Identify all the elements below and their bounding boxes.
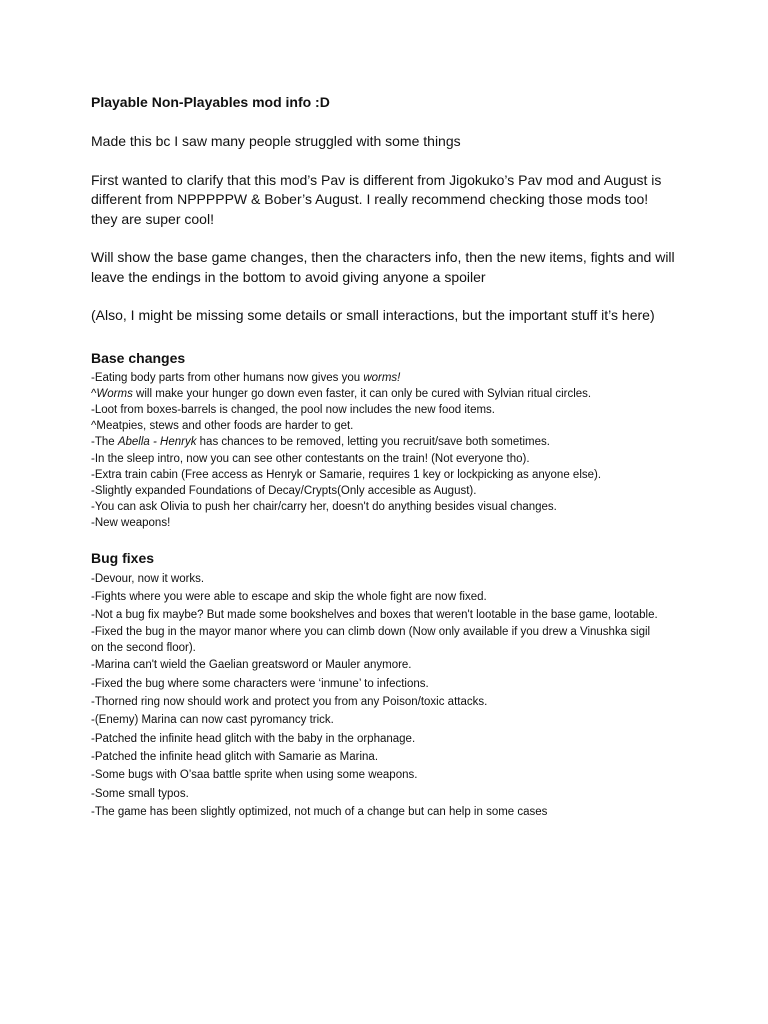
bug-fix-item <box>91 711 691 729</box>
item-text: -(Enemy) Marina can now cast pyromancy trick. <box>91 714 334 727</box>
item-text: -Fixed the bug in the mayor manor where you can climb down (Now only available if you drew a Vinushka sigil <box>91 626 651 639</box>
item-text: -Devour, now it works. <box>91 572 205 585</box>
item-emphasis: Worms <box>96 387 133 400</box>
bug-fix-item <box>91 606 691 624</box>
intro-paragraph-1: Made this bc I saw many people struggled with some things <box>91 133 461 149</box>
bug-fixes-list <box>91 570 691 822</box>
intro-paragraph-2-line: First wanted to clarify that this mod’s Pav is different from Jigokuko’s Pav mod and August is <box>91 171 662 188</box>
item-text: -Patched the infinite head glitch with Samarie as Marina. <box>91 750 379 763</box>
item-text: -Thorned ring now should work and protect you from any Poison/toxic attacks. <box>91 696 488 709</box>
base-change-item <box>91 467 691 483</box>
bug-fix-item <box>91 570 691 588</box>
item-text: -Fixed the bug where some characters were ‘inmune’ to infections. <box>91 677 429 690</box>
intro-paragraph-2-line: they are super cool! <box>91 210 214 227</box>
item-text: on the second floor). <box>91 642 196 655</box>
base-change-item <box>91 483 691 499</box>
item-emphasis: Abella - Henryk <box>117 436 197 449</box>
item-text: -Some bugs with O’saa battle sprite when using some weapons. <box>91 769 418 782</box>
bug-fixes-heading: Bug fixes <box>91 549 155 566</box>
item-text: -Marina can't wield the Gaelian greatsword or Mauler anymore. <box>91 659 412 672</box>
item-text: ^ <box>91 387 97 400</box>
item-text: -Some small typos. <box>91 787 189 800</box>
intro-paragraph-2 <box>91 171 691 230</box>
bug-fix-item <box>91 748 691 766</box>
intro-paragraph-4: (Also, I might be missing some details or small interactions, but the important stuff it’s here) <box>91 307 655 323</box>
bug-fix-item <box>91 588 691 606</box>
item-text: -Slightly expanded Foundations of Decay/Crypts(Only accesible as August). <box>91 484 477 497</box>
item-text: has chances to be removed, letting you recruit/save both sometimes. <box>196 436 550 449</box>
intro-paragraph-3-line: Will show the base game changes, then the characters info, then the new items, fights and will <box>91 249 675 265</box>
bug-fix-item <box>91 656 691 674</box>
bug-fix-item <box>91 785 691 803</box>
item-text: ^Meatpies, stews and other foods are harder to get. <box>91 420 354 433</box>
document-page <box>91 93 691 821</box>
base-changes-heading: Base changes <box>91 349 186 366</box>
intro-paragraph-2-line: different from NPPPPPW & Bober’s August. I really recommend checking those mods too! <box>91 191 649 207</box>
item-text: -Not a bug fix maybe? But made some bookshelves and boxes that weren't lootable in the base game, lootable. <box>91 609 658 622</box>
base-change-item <box>91 418 691 434</box>
item-text: -Loot from boxes-barrels is changed, the pool now includes the new food items. <box>91 403 495 416</box>
base-change-item <box>91 451 691 467</box>
item-text: -In the sleep intro, now you can see other contestants on the train! (Not everyone tho). <box>91 452 530 465</box>
base-change-item <box>91 499 691 515</box>
bug-fix-item <box>91 675 691 693</box>
item-text: -Eating body parts from other humans now gives you <box>91 371 364 384</box>
document-title: Playable Non-Playables mod info :D <box>91 94 330 110</box>
bug-fix-item <box>91 624 691 656</box>
item-text: -You can ask Olivia to push her chair/carry her, doesn't do anything besides visual changes. <box>91 501 557 514</box>
item-text: -New weapons! <box>91 517 171 530</box>
item-text: -Patched the infinite head glitch with the baby in the orphanage. <box>91 732 416 745</box>
bug-fix-item <box>91 766 691 784</box>
base-change-item <box>91 370 691 386</box>
base-change-item <box>91 386 691 402</box>
item-emphasis: worms! <box>363 371 401 384</box>
intro-paragraph-3-line: leave the endings in the bottom to avoid giving anyone a spoiler <box>91 268 486 285</box>
base-change-item <box>91 515 691 531</box>
base-change-item <box>91 402 691 418</box>
bug-fix-item <box>91 693 691 711</box>
intro-paragraph-3 <box>91 248 691 287</box>
section-spacer <box>91 532 691 549</box>
base-change-item <box>91 434 691 450</box>
bug-fix-item <box>91 730 691 748</box>
base-changes-list <box>91 370 691 532</box>
item-text: -Fights where you were able to escape and skip the whole fight are now fixed. <box>91 590 487 603</box>
item-text: -The <box>91 436 118 449</box>
item-text: -The game has been slightly optimized, not much of a change but can help in some cases <box>91 805 548 818</box>
item-text: will make your hunger go down even faster, it can only be cured with Sylvian ritual circles. <box>132 387 592 400</box>
bug-fix-item <box>91 803 691 821</box>
item-text: -Extra train cabin (Free access as Henryk or Samarie, requires 1 key or lockpicking as anyone else). <box>91 468 602 481</box>
